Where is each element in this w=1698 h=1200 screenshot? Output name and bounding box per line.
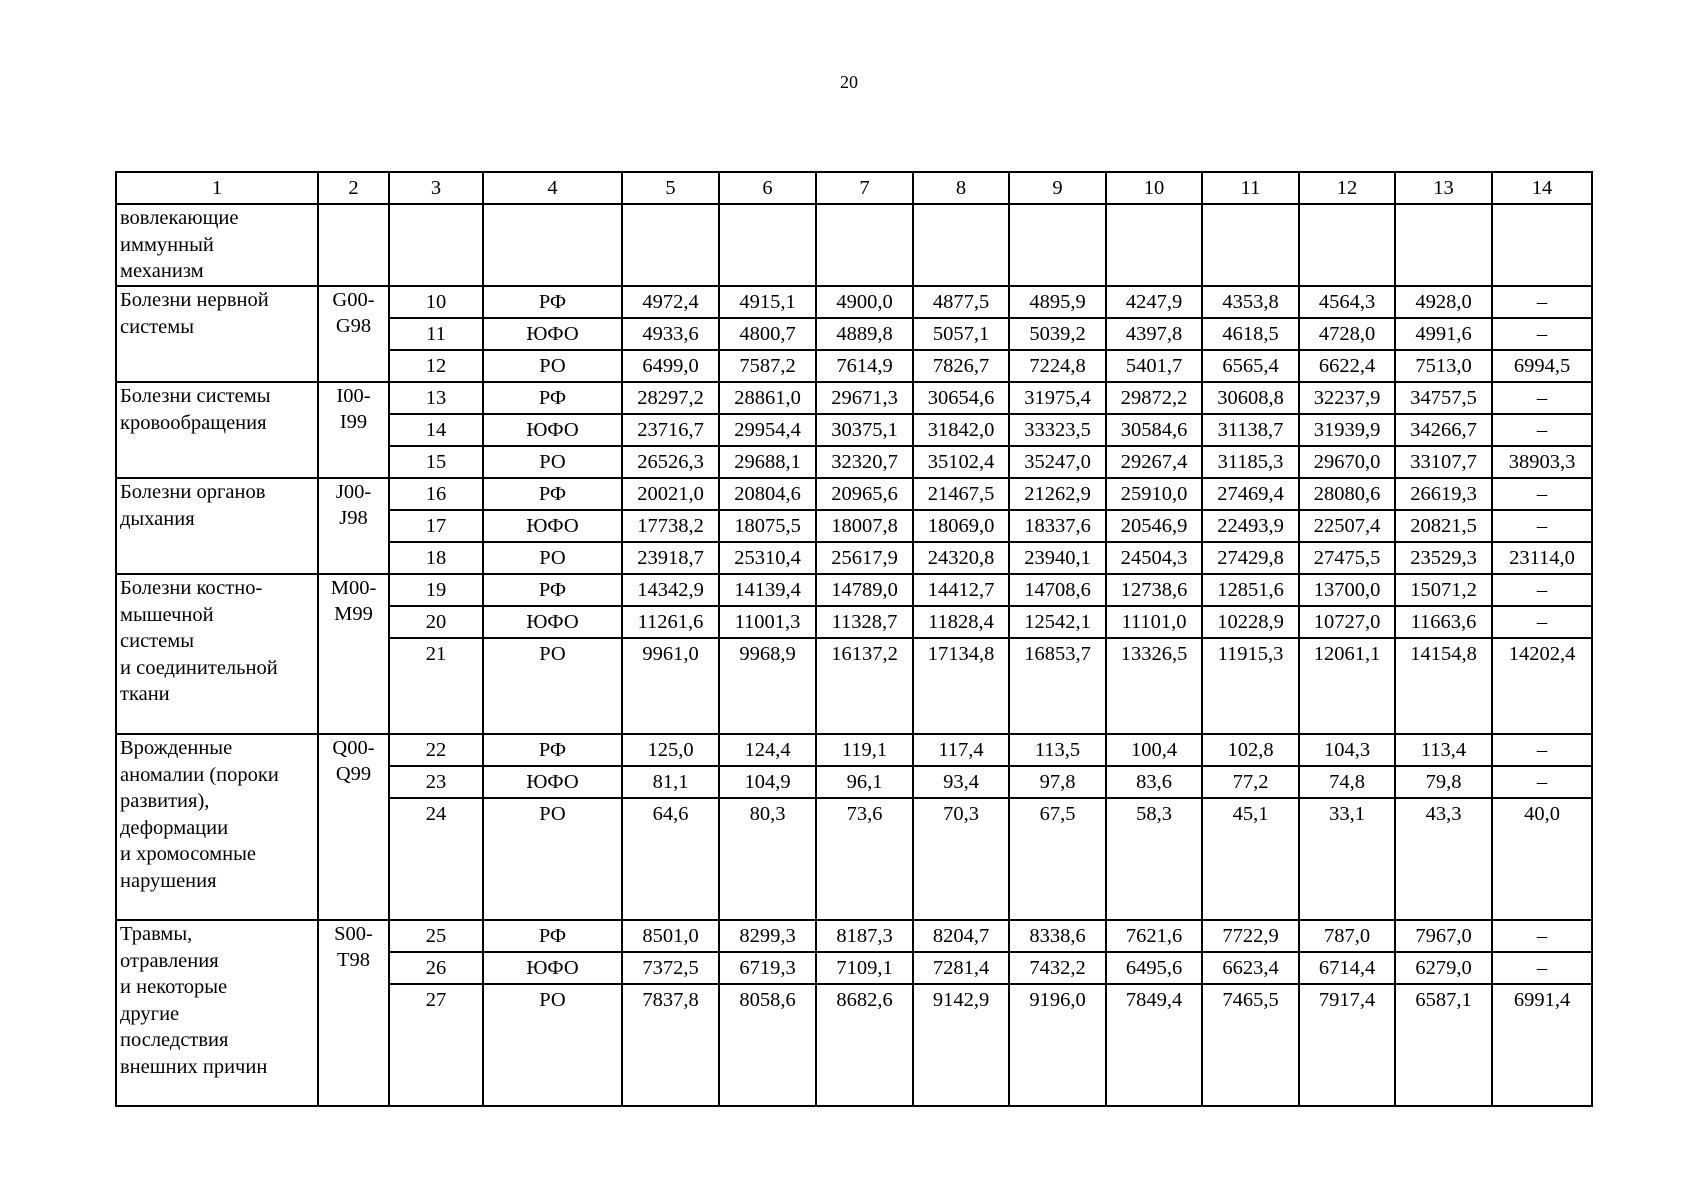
- row-number-cell: 25: [389, 920, 483, 952]
- value-cell: 34757,5: [1395, 382, 1492, 414]
- value-cell: 7917,4: [1299, 984, 1395, 1106]
- value-cell: 20546,9: [1106, 510, 1202, 542]
- empty-cell: [483, 204, 622, 286]
- value-cell: 6623,4: [1202, 952, 1299, 984]
- value-cell: 7432,2: [1009, 952, 1106, 984]
- value-cell: 14342,9: [622, 574, 719, 606]
- value-cell: 24504,3: [1106, 542, 1202, 574]
- value-cell: 7837,8: [622, 984, 719, 1106]
- value-cell: 7967,0: [1395, 920, 1492, 952]
- value-cell: 8187,3: [816, 920, 913, 952]
- value-cell: 73,6: [816, 798, 913, 920]
- header-cell: 5: [622, 172, 719, 204]
- header-cell: 4: [483, 172, 622, 204]
- value-cell: 70,3: [913, 798, 1009, 920]
- value-cell: 21467,5: [913, 478, 1009, 510]
- value-cell: 43,3: [1395, 798, 1492, 920]
- value-cell: 58,3: [1106, 798, 1202, 920]
- region-cell: РФ: [483, 920, 622, 952]
- value-cell: 22507,4: [1299, 510, 1395, 542]
- row-number-cell: 12: [389, 350, 483, 382]
- value-cell: 74,8: [1299, 766, 1395, 798]
- value-cell: 9196,0: [1009, 984, 1106, 1106]
- header-cell: 6: [719, 172, 816, 204]
- value-cell: 6499,0: [622, 350, 719, 382]
- value-cell: 787,0: [1299, 920, 1395, 952]
- value-cell: 6587,1: [1395, 984, 1492, 1106]
- header-cell: 9: [1009, 172, 1106, 204]
- region-cell: ЮФО: [483, 766, 622, 798]
- empty-cell: [719, 204, 816, 286]
- value-cell: 30584,6: [1106, 414, 1202, 446]
- region-cell: РФ: [483, 382, 622, 414]
- value-cell: 6565,4: [1202, 350, 1299, 382]
- region-cell: РФ: [483, 478, 622, 510]
- table-row: [116, 382, 1592, 414]
- row-number-cell: 17: [389, 510, 483, 542]
- value-cell: 104,9: [719, 766, 816, 798]
- value-cell: 14708,6: [1009, 574, 1106, 606]
- value-cell: 4618,5: [1202, 318, 1299, 350]
- value-cell: 8299,3: [719, 920, 816, 952]
- value-cell: 8058,6: [719, 984, 816, 1106]
- value-cell: 4895,9: [1009, 286, 1106, 318]
- value-cell: 8338,6: [1009, 920, 1106, 952]
- value-cell: 4397,8: [1106, 318, 1202, 350]
- region-cell: ЮФО: [483, 318, 622, 350]
- region-cell: ЮФО: [483, 952, 622, 984]
- row-number-cell: 13: [389, 382, 483, 414]
- value-cell: 14154,8: [1395, 638, 1492, 734]
- value-cell: –: [1492, 318, 1592, 350]
- value-cell: 12542,1: [1009, 606, 1106, 638]
- value-cell: 30654,6: [913, 382, 1009, 414]
- value-cell: 29267,4: [1106, 446, 1202, 478]
- disease-name-cell: Болезни системы кровообращения: [116, 382, 318, 478]
- value-cell: 6719,3: [719, 952, 816, 984]
- value-cell: 67,5: [1009, 798, 1106, 920]
- empty-cell: [1202, 204, 1299, 286]
- page-number: 20: [840, 72, 858, 92]
- empty-cell: [1106, 204, 1202, 286]
- value-cell: 7587,2: [719, 350, 816, 382]
- value-cell: 14789,0: [816, 574, 913, 606]
- value-cell: 33323,5: [1009, 414, 1106, 446]
- value-cell: 17134,8: [913, 638, 1009, 734]
- disease-name-cell: вовлекающие иммунный механизм: [116, 204, 318, 286]
- value-cell: 93,4: [913, 766, 1009, 798]
- value-cell: 4877,5: [913, 286, 1009, 318]
- region-cell: ЮФО: [483, 414, 622, 446]
- header-cell: 14: [1492, 172, 1592, 204]
- value-cell: 96,1: [816, 766, 913, 798]
- value-cell: –: [1492, 606, 1592, 638]
- row-number-cell: 10: [389, 286, 483, 318]
- value-cell: 5057,1: [913, 318, 1009, 350]
- value-cell: 31138,7: [1202, 414, 1299, 446]
- value-cell: 13700,0: [1299, 574, 1395, 606]
- value-cell: 29954,4: [719, 414, 816, 446]
- value-cell: 20804,6: [719, 478, 816, 510]
- value-cell: 12738,6: [1106, 574, 1202, 606]
- value-cell: 104,3: [1299, 734, 1395, 766]
- icd-code-cell: S00- T98: [318, 920, 389, 1106]
- region-cell: РО: [483, 638, 622, 734]
- value-cell: 20965,6: [816, 478, 913, 510]
- value-cell: 24320,8: [913, 542, 1009, 574]
- value-cell: 4353,8: [1202, 286, 1299, 318]
- header-cell: 8: [913, 172, 1009, 204]
- row-number-cell: 21: [389, 638, 483, 734]
- header-cell: 13: [1395, 172, 1492, 204]
- value-cell: 31185,3: [1202, 446, 1299, 478]
- header-cell: 10: [1106, 172, 1202, 204]
- row-number-cell: 15: [389, 446, 483, 478]
- value-cell: 7224,8: [1009, 350, 1106, 382]
- value-cell: 31975,4: [1009, 382, 1106, 414]
- value-cell: 21262,9: [1009, 478, 1106, 510]
- region-cell: РО: [483, 542, 622, 574]
- disease-name-cell: Врожденные аномалии (пороки развития), деформации и хромосомные нарушения: [116, 734, 318, 920]
- value-cell: 4900,0: [816, 286, 913, 318]
- value-cell: 79,8: [1395, 766, 1492, 798]
- value-cell: 4247,9: [1106, 286, 1202, 318]
- value-cell: 11101,0: [1106, 606, 1202, 638]
- value-cell: 7372,5: [622, 952, 719, 984]
- value-cell: 33107,7: [1395, 446, 1492, 478]
- value-cell: 15071,2: [1395, 574, 1492, 606]
- value-cell: 14412,7: [913, 574, 1009, 606]
- value-cell: 10228,9: [1202, 606, 1299, 638]
- value-cell: 119,1: [816, 734, 913, 766]
- value-cell: 26619,3: [1395, 478, 1492, 510]
- value-cell: 9961,0: [622, 638, 719, 734]
- value-cell: 18069,0: [913, 510, 1009, 542]
- value-cell: 8501,0: [622, 920, 719, 952]
- value-cell: 35102,4: [913, 446, 1009, 478]
- value-cell: 23918,7: [622, 542, 719, 574]
- value-cell: 6991,4: [1492, 984, 1592, 1106]
- empty-cell: [1299, 204, 1395, 286]
- header-row: [116, 172, 1592, 204]
- value-cell: 4915,1: [719, 286, 816, 318]
- value-cell: 29670,0: [1299, 446, 1395, 478]
- value-cell: 25617,9: [816, 542, 913, 574]
- value-cell: 12851,6: [1202, 574, 1299, 606]
- value-cell: 4564,3: [1299, 286, 1395, 318]
- value-cell: 18075,5: [719, 510, 816, 542]
- value-cell: 9968,9: [719, 638, 816, 734]
- intro-row: [116, 204, 1592, 286]
- value-cell: 11328,7: [816, 606, 913, 638]
- value-cell: 7109,1: [816, 952, 913, 984]
- value-cell: 125,0: [622, 734, 719, 766]
- value-cell: 25910,0: [1106, 478, 1202, 510]
- value-cell: 23940,1: [1009, 542, 1106, 574]
- header-cell: 2: [318, 172, 389, 204]
- disease-name-cell: Травмы, отравления и некоторые другие последствия внешних причин: [116, 920, 318, 1106]
- value-cell: 6279,0: [1395, 952, 1492, 984]
- value-cell: –: [1492, 952, 1592, 984]
- value-cell: 81,1: [622, 766, 719, 798]
- value-cell: 35247,0: [1009, 446, 1106, 478]
- value-cell: 113,5: [1009, 734, 1106, 766]
- value-cell: 7722,9: [1202, 920, 1299, 952]
- table-row: [116, 574, 1592, 606]
- value-cell: 26526,3: [622, 446, 719, 478]
- table-body: [116, 204, 1592, 1106]
- value-cell: –: [1492, 478, 1592, 510]
- value-cell: 28861,0: [719, 382, 816, 414]
- value-cell: 5401,7: [1106, 350, 1202, 382]
- value-cell: 11828,4: [913, 606, 1009, 638]
- value-cell: 7513,0: [1395, 350, 1492, 382]
- icd-code-cell: I00- I99: [318, 382, 389, 478]
- value-cell: 18337,6: [1009, 510, 1106, 542]
- value-cell: 29872,2: [1106, 382, 1202, 414]
- row-number-cell: 16: [389, 478, 483, 510]
- value-cell: 27469,4: [1202, 478, 1299, 510]
- row-number-cell: 19: [389, 574, 483, 606]
- region-cell: РО: [483, 350, 622, 382]
- value-cell: 32237,9: [1299, 382, 1395, 414]
- value-cell: 6714,4: [1299, 952, 1395, 984]
- value-cell: 32320,7: [816, 446, 913, 478]
- value-cell: 34266,7: [1395, 414, 1492, 446]
- table-row: [116, 478, 1592, 510]
- region-cell: РФ: [483, 574, 622, 606]
- row-number-cell: 26: [389, 952, 483, 984]
- statistics-table: [115, 171, 1593, 1107]
- value-cell: 20021,0: [622, 478, 719, 510]
- value-cell: 29671,3: [816, 382, 913, 414]
- value-cell: 13326,5: [1106, 638, 1202, 734]
- row-number-cell: 24: [389, 798, 483, 920]
- value-cell: 113,4: [1395, 734, 1492, 766]
- row-number-cell: 20: [389, 606, 483, 638]
- value-cell: 4928,0: [1395, 286, 1492, 318]
- region-cell: ЮФО: [483, 510, 622, 542]
- value-cell: –: [1492, 414, 1592, 446]
- region-cell: РФ: [483, 734, 622, 766]
- empty-cell: [1395, 204, 1492, 286]
- row-number-cell: 22: [389, 734, 483, 766]
- value-cell: 9142,9: [913, 984, 1009, 1106]
- value-cell: 38903,3: [1492, 446, 1592, 478]
- value-cell: 23114,0: [1492, 542, 1592, 574]
- value-cell: 4889,8: [816, 318, 913, 350]
- value-cell: 18007,8: [816, 510, 913, 542]
- value-cell: 4991,6: [1395, 318, 1492, 350]
- row-number-cell: 14: [389, 414, 483, 446]
- value-cell: 77,2: [1202, 766, 1299, 798]
- value-cell: 10727,0: [1299, 606, 1395, 638]
- table-row: [116, 286, 1592, 318]
- value-cell: 25310,4: [719, 542, 816, 574]
- value-cell: 45,1: [1202, 798, 1299, 920]
- value-cell: 20821,5: [1395, 510, 1492, 542]
- value-cell: –: [1492, 734, 1592, 766]
- empty-cell: [913, 204, 1009, 286]
- empty-cell: [816, 204, 913, 286]
- value-cell: 117,4: [913, 734, 1009, 766]
- value-cell: 6622,4: [1299, 350, 1395, 382]
- value-cell: 83,6: [1106, 766, 1202, 798]
- value-cell: 30375,1: [816, 414, 913, 446]
- row-number-cell: 23: [389, 766, 483, 798]
- icd-code-cell: Q00- Q99: [318, 734, 389, 920]
- value-cell: 16137,2: [816, 638, 913, 734]
- value-cell: 7465,5: [1202, 984, 1299, 1106]
- value-cell: 124,4: [719, 734, 816, 766]
- table-row: [116, 920, 1592, 952]
- header-cell: 12: [1299, 172, 1395, 204]
- value-cell: 102,8: [1202, 734, 1299, 766]
- value-cell: –: [1492, 920, 1592, 952]
- value-cell: 12061,1: [1299, 638, 1395, 734]
- empty-cell: [1492, 204, 1592, 286]
- value-cell: 22493,9: [1202, 510, 1299, 542]
- header-cell: 7: [816, 172, 913, 204]
- value-cell: 7849,4: [1106, 984, 1202, 1106]
- value-cell: 4972,4: [622, 286, 719, 318]
- value-cell: 80,3: [719, 798, 816, 920]
- empty-cell: [318, 204, 389, 286]
- value-cell: 31842,0: [913, 414, 1009, 446]
- empty-cell: [389, 204, 483, 286]
- value-cell: 11915,3: [1202, 638, 1299, 734]
- value-cell: 28297,2: [622, 382, 719, 414]
- value-cell: 7826,7: [913, 350, 1009, 382]
- region-cell: РФ: [483, 286, 622, 318]
- value-cell: 33,1: [1299, 798, 1395, 920]
- region-cell: РО: [483, 984, 622, 1106]
- value-cell: 64,6: [622, 798, 719, 920]
- value-cell: 16853,7: [1009, 638, 1106, 734]
- value-cell: 7614,9: [816, 350, 913, 382]
- value-cell: 8682,6: [816, 984, 913, 1106]
- header-cell: 1: [116, 172, 318, 204]
- icd-code-cell: G00- G98: [318, 286, 389, 382]
- table-row: [116, 734, 1592, 766]
- disease-name-cell: Болезни костно- мышечной системы и соединительной ткани: [116, 574, 318, 734]
- value-cell: 17738,2: [622, 510, 719, 542]
- value-cell: 97,8: [1009, 766, 1106, 798]
- value-cell: 7621,6: [1106, 920, 1202, 952]
- value-cell: 27429,8: [1202, 542, 1299, 574]
- value-cell: 11001,3: [719, 606, 816, 638]
- region-cell: РО: [483, 798, 622, 920]
- value-cell: 11663,6: [1395, 606, 1492, 638]
- value-cell: 40,0: [1492, 798, 1592, 920]
- region-cell: РО: [483, 446, 622, 478]
- value-cell: 7281,4: [913, 952, 1009, 984]
- value-cell: 4728,0: [1299, 318, 1395, 350]
- value-cell: –: [1492, 382, 1592, 414]
- value-cell: 23716,7: [622, 414, 719, 446]
- value-cell: 6994,5: [1492, 350, 1592, 382]
- icd-code-cell: M00- M99: [318, 574, 389, 734]
- value-cell: 4800,7: [719, 318, 816, 350]
- row-number-cell: 18: [389, 542, 483, 574]
- value-cell: 27475,5: [1299, 542, 1395, 574]
- disease-name-cell: Болезни органов дыхания: [116, 478, 318, 574]
- header-cell: 11: [1202, 172, 1299, 204]
- row-number-cell: 11: [389, 318, 483, 350]
- header-cell: 3: [389, 172, 483, 204]
- value-cell: 5039,2: [1009, 318, 1106, 350]
- value-cell: 31939,9: [1299, 414, 1395, 446]
- value-cell: 14139,4: [719, 574, 816, 606]
- value-cell: 8204,7: [913, 920, 1009, 952]
- value-cell: –: [1492, 766, 1592, 798]
- value-cell: –: [1492, 286, 1592, 318]
- value-cell: 30608,8: [1202, 382, 1299, 414]
- value-cell: 14202,4: [1492, 638, 1592, 734]
- empty-cell: [1009, 204, 1106, 286]
- region-cell: ЮФО: [483, 606, 622, 638]
- value-cell: –: [1492, 510, 1592, 542]
- value-cell: 11261,6: [622, 606, 719, 638]
- value-cell: 100,4: [1106, 734, 1202, 766]
- empty-cell: [622, 204, 719, 286]
- value-cell: 6495,6: [1106, 952, 1202, 984]
- value-cell: 23529,3: [1395, 542, 1492, 574]
- row-number-cell: 27: [389, 984, 483, 1106]
- icd-code-cell: J00- J98: [318, 478, 389, 574]
- value-cell: 4933,6: [622, 318, 719, 350]
- value-cell: 29688,1: [719, 446, 816, 478]
- disease-name-cell: Болезни нервной системы: [116, 286, 318, 382]
- value-cell: 28080,6: [1299, 478, 1395, 510]
- value-cell: –: [1492, 574, 1592, 606]
